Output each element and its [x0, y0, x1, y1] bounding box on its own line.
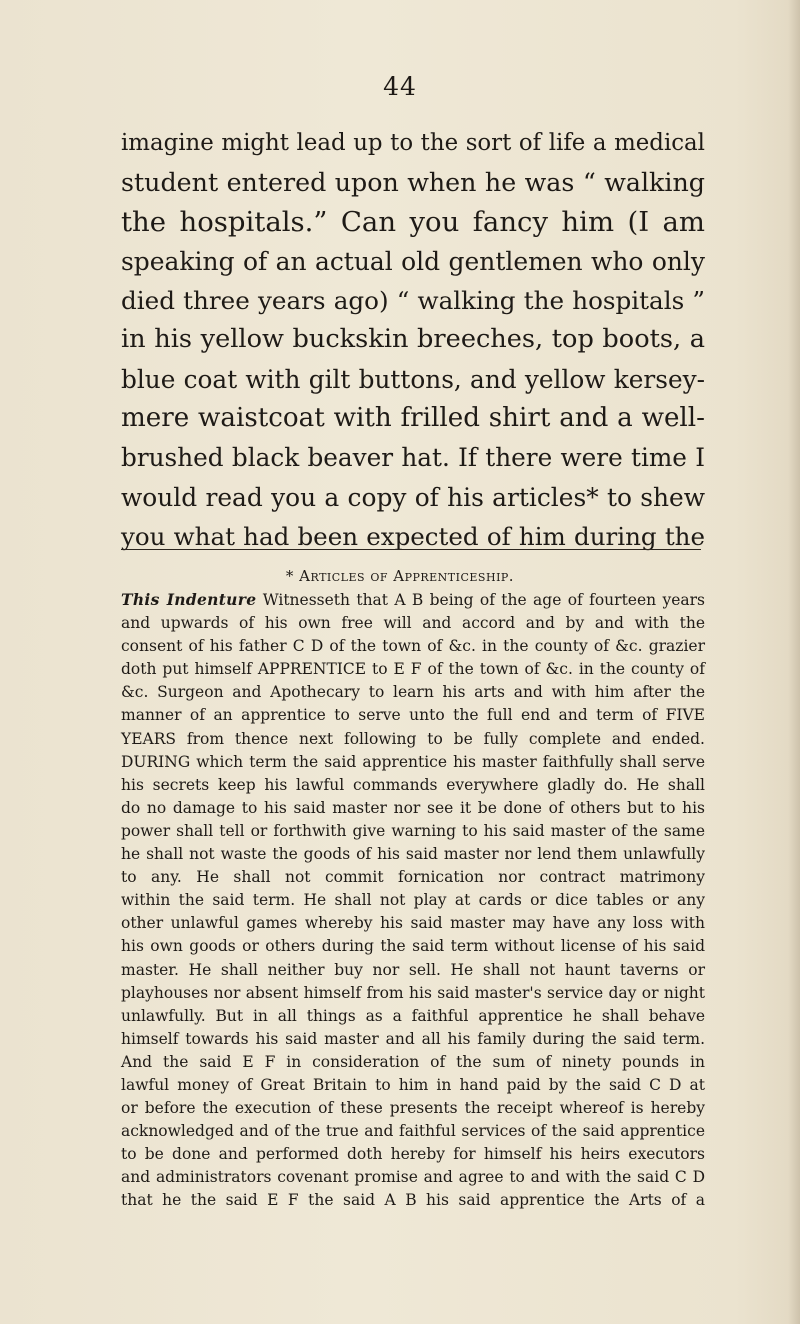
footnote-line: and upwards of his own free will and accord and by and with the — [121, 614, 705, 633]
footnote-line: unlawfully. But in all things as a faithful apprentice he shall behave — [121, 1006, 705, 1025]
footnote-line: consent of his father C D of the town of &c. in the county of &c. grazier — [121, 637, 705, 656]
footnote-line: playhouses nor absent himself from his said master's service day or night — [121, 983, 705, 1002]
body-line: student entered upon when he was “ walking — [121, 167, 705, 198]
footnote-text — [121, 588, 705, 1213]
footnote-line: manner of an apprentice to serve unto the full end and term of FIVE — [121, 706, 705, 725]
body-line: blue coat with gilt buttons, and yellow kersey- — [121, 364, 705, 394]
footnote-line: that he the said E F the said A B his said apprentice the Arts of a — [121, 1191, 705, 1210]
footnote-line: he shall not waste the goods of his said master nor lend them unlawfully — [121, 845, 705, 864]
footnote-line: master. He shall neither buy nor sell. He shall not haunt taverns or — [121, 960, 705, 979]
footnote-line: or before the execution of these presents the receipt whereof is hereby — [121, 1099, 705, 1118]
footnote-line: himself towards his said master and all his family during the said term. — [121, 1029, 705, 1048]
footnote-line: do no damage to his said master nor see it be done of others but to his — [121, 798, 705, 817]
footnote-line: power shall tell or forthwith give warning to his said master of the same — [121, 821, 705, 840]
footnote-first-line-rest: Witnesseth that A B being of the age of fourteen years — [256, 591, 705, 609]
footnote-line: And the said E F in consideration of the sum of ninety pounds in — [121, 1052, 705, 1071]
body-line: brushed black beaver hat. If there were time I — [121, 443, 705, 473]
footnote-line: DURING which term the said apprentice his master faithfully shall serve — [121, 752, 705, 771]
footnote-line: YEARS from thence next following to be fully complete and ended. — [121, 729, 705, 748]
footnote-heading: * Articles of Apprenticeship. — [285, 567, 515, 585]
footnote-line: other unlawful games whereby his said master may have any loss with — [121, 914, 705, 933]
main-paragraph — [121, 124, 705, 556]
page-edge-shadow — [788, 0, 800, 1324]
body-line: imagine might lead up to the sort of life a medical — [121, 130, 705, 156]
footnote-line: doth put himself APPRENTICE to E F of the town of &c. in the county of — [121, 660, 705, 679]
footnote-line: his own goods or others during the said term without license of his said — [121, 937, 705, 956]
footnote-line: and administrators covenant promise and agree to and with the said C D — [121, 1168, 705, 1187]
footnote-line: lawful money of Great Britain to him in hand paid by the said C D at — [121, 1075, 705, 1094]
body-line: speaking of an actual old gentlemen who only — [121, 246, 705, 276]
body-line: would read you a copy of his articles* to shew — [121, 482, 705, 512]
footnote-line: acknowledged and of the true and faithful services of the said apprentice — [121, 1122, 705, 1141]
body-line: died three years ago) “ walking the hospitals ” — [121, 286, 705, 316]
body-line: mere waistcoat with frilled shirt and a well- — [121, 403, 705, 434]
body-line: you what had been expected of him during the — [121, 521, 705, 551]
footnote-line: his secrets keep his lawful commands everywhere gladly do. He shall — [121, 775, 705, 794]
footnote-first-line — [121, 588, 705, 612]
body-line: the hospitals.” Can you fancy him (I am — [121, 205, 705, 238]
footnote-line: within the said term. He shall not play at cards or dice tables or any — [121, 891, 705, 910]
footnote-line: to any. He shall not commit fornication nor contract matrimony — [121, 868, 705, 887]
indenture-opening: This Indenture — [121, 590, 257, 609]
footnote-line: to be done and performed doth hereby for himself his heirs executors — [121, 1145, 705, 1164]
footnote-line: &c. Surgeon and Apothecary to learn his arts and with him after the — [121, 683, 705, 702]
page-number: 44 — [383, 72, 417, 101]
footnote-divider — [121, 549, 701, 550]
body-line: in his yellow buckskin breeches, top boots, a — [121, 324, 705, 355]
